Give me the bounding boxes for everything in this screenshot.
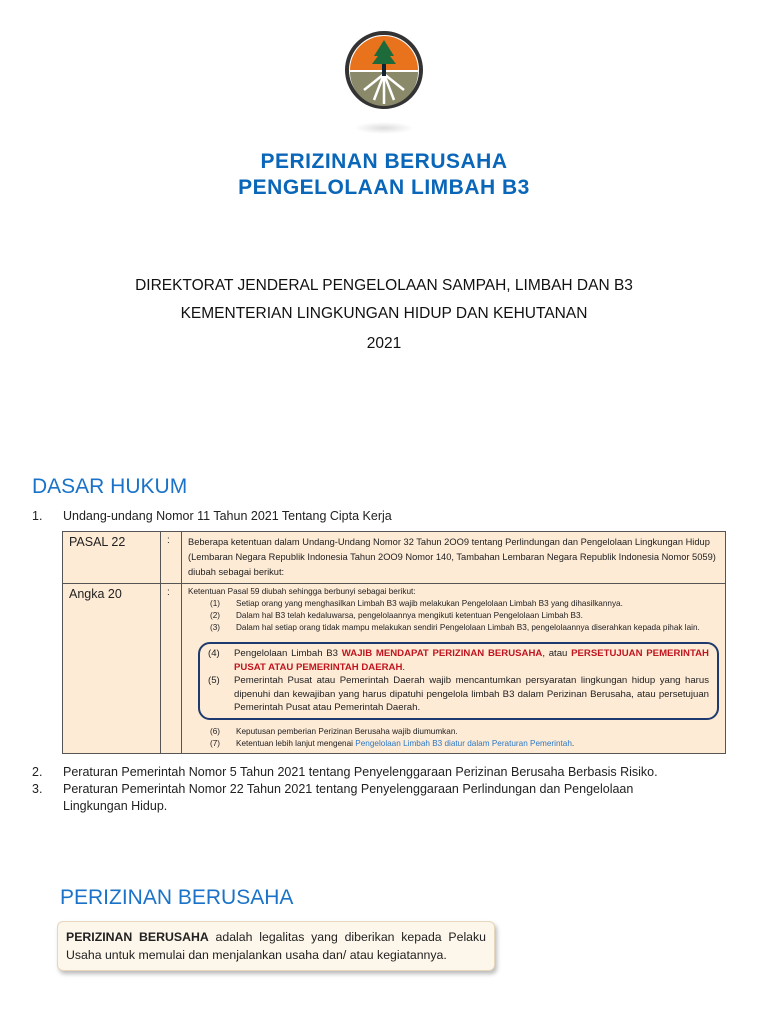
list-item [210,726,719,738]
pasal-label: PASAL 22 [63,532,161,584]
text: (2) [210,611,221,620]
colon: : [161,584,182,754]
text: , atau [542,648,572,659]
text: Peraturan Pemerintah Nomor 22 Tahun 2021 tentang Penyelenggaraan Perlindungan dan Pengelolaan Lingkungan Hidup. [63,781,634,813]
definition-box [57,921,495,971]
perizinan-heading: PERIZINAN BERUSAHA [60,885,294,909]
text: PERSETUJUAN PEMERINTAH PUSAT ATAU PEMERINTAH DAERAH [234,648,709,673]
text: Setiap orang yang menghasilkan Limbah B3 wajib melakukan Pengelolaan Limbah B3 yang dihasilkannya. [236,599,623,608]
list-item [210,738,719,750]
pasal-text: Beberapa ketentuan dalam Undang-Undang Nomor 32 Tahun 2OO9 tentang Perlindungan dan Pengelolaan Lingkungan Hidup (Lembaran Negara Republik Indonesia Tahun 2OO9 Nomor 140, Tambahan Lembaran Negara Republik Indonesia Nomor 5059) diubah sebagai berikut: [182,532,726,584]
list-item [208,674,709,715]
text: 3. [32,781,43,796]
subtitle-year: 2021 [366,335,402,352]
text: . [571,738,575,748]
text: Ketentuan lebih lanjut mengenai [236,738,356,748]
text: . [402,661,406,673]
colon: : [161,532,182,584]
table-row [63,584,726,754]
text: (1) [210,599,221,608]
list-item [210,610,719,622]
text: Keputusan pemberian Perizinan Berusaha wajib diumumkan. [236,726,458,736]
subtitle-ministry: KEMENTERIAN LINGKUNGAN HIDUP DAN KEHUTANAN [180,305,588,322]
dasar-hukum-heading: DASAR HUKUM [32,475,188,498]
text: Pemerintah Pusat atau Pemerintah Daerah wajib mencantumkan persyaratan lingkungan hidup yang harus dipenuhi dan kewajiban yang harus dipatuhi pengelola limbah B3 dalam Perizinan Berusaha, atau persetujuan Pemerintah Pusat atau Pemerintah Daerah. [234,675,709,713]
text: (7) [210,738,221,748]
content-flow [32,474,732,971]
text: Dalam hal setiap orang tidak mampu melakukan sendiri Pengelolaan Limbah B3, pengelolaannya diserahkan kepada pihak lain. [236,623,700,632]
text: 1. [32,509,43,523]
intro: Ketentuan Pasal 59 diubah sehingga berbunyi sebagai berikut: [188,587,416,596]
text: Pengelolaan Limbah B3 diatur dalam Peraturan Pemerintah [355,738,572,748]
angka-label: Angka 20 [63,584,161,754]
text: Undang-undang Nomor 11 Tahun 2021 Tentang Cipta Kerja [63,509,392,523]
list-item [208,647,709,674]
list-item [210,622,719,634]
list-item [32,508,732,525]
subtitle-directorate: DIREKTORAT JENDERAL PENGELOLAAN SAMPAH, LIMBAH DAN B3 [135,277,633,294]
text: Dalam hal B3 telah kedaluwarsa, pengelolaannya mengikuti ketentuan Pengelolaan Limbah B3. [236,611,583,620]
angka-content [182,584,726,754]
definition-term: PERIZINAN BERUSAHA [66,929,209,944]
text: (6) [210,726,221,736]
list-item [210,598,719,610]
title-line-1: PERIZINAN BERUSAHA [260,150,508,173]
logo-shadow [354,122,414,134]
definition-text: adalah legalitas yang diberikan kepada Pelaku Usaha untuk memulai dan menjalankan usaha dan/ atau kegiatannya. [66,929,486,962]
text: (5) [208,675,220,686]
text: WAJIB MENDAPAT PERIZINAN BERUSAHA [341,648,543,659]
list-item [32,764,692,781]
title-line-2: PENGELOLAAN LIMBAH B3 [238,176,530,199]
text: 2. [32,764,43,779]
text: Pengelolaan Limbah B3 [234,648,342,659]
list-item [32,781,652,815]
text: (4) [208,648,220,659]
law-table [62,531,726,754]
table-row [63,532,726,584]
highlight-box [198,642,719,720]
text: Peraturan Pemerintah Nomor 5 Tahun 2021 tentang Penyelenggaraan Perizinan Berusaha Berbasis Risiko. [63,764,658,779]
ministry-logo-icon [344,30,424,110]
text: (3) [210,623,221,632]
